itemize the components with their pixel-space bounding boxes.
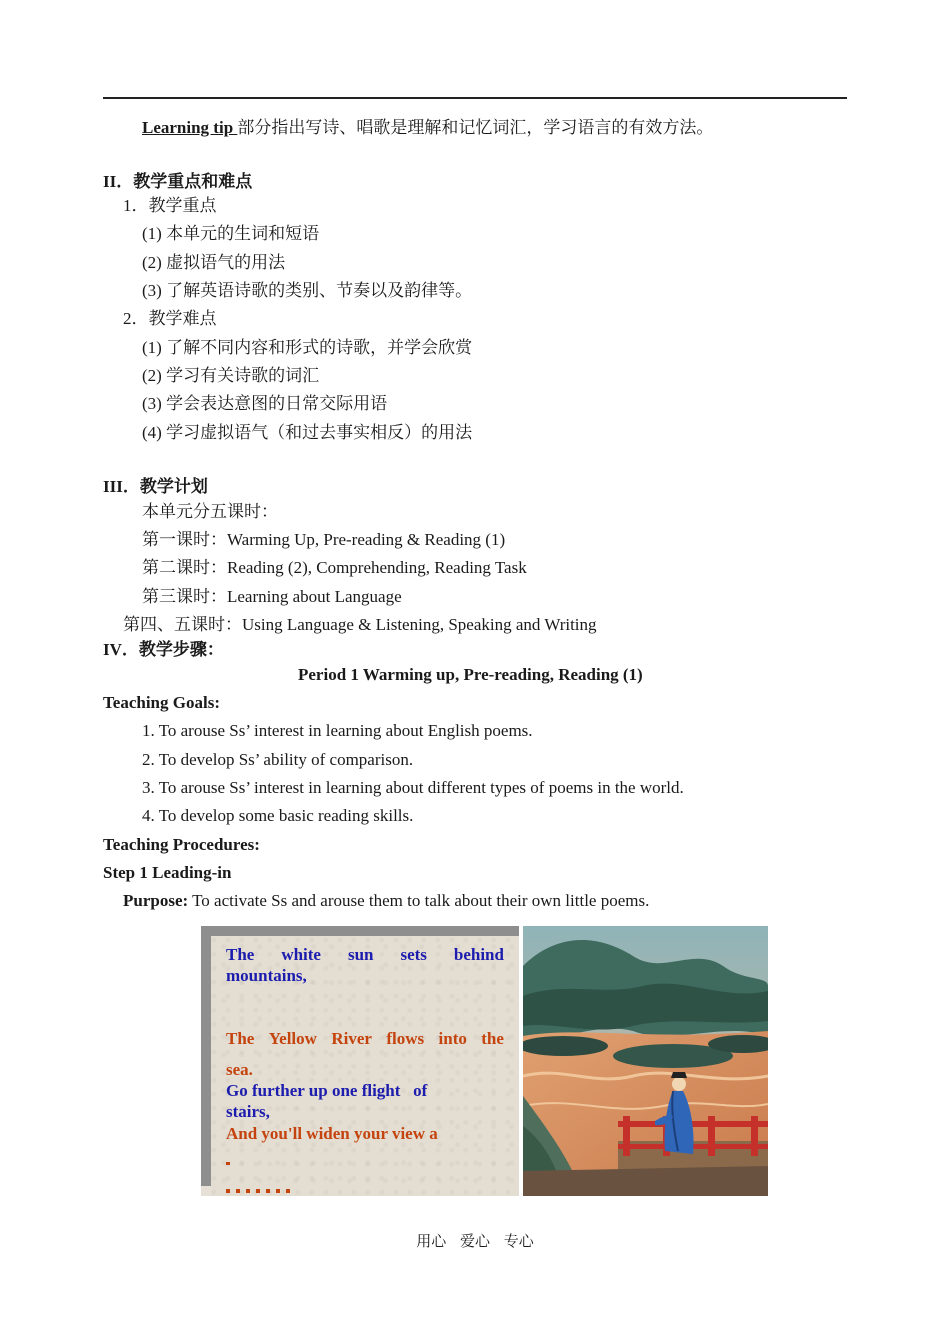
- section4-heading: IV．教学步骤：: [103, 640, 224, 659]
- goal-item: 1. To arouse Ss’ interest in learning about English poems.: [142, 721, 533, 740]
- poem-word: The: [226, 1029, 255, 1048]
- plan-line: 第一课时：Warming Up, Pre-reading & Reading (1): [142, 530, 506, 549]
- key-point-item: (1) 本单元的生词和短语: [142, 224, 320, 243]
- poem-slide-shadow: [201, 926, 211, 1186]
- difficulty-item: (4) 学习虚拟语气（和过去事实相反）的用法: [142, 423, 473, 442]
- poem-word: sun: [347, 945, 374, 964]
- purpose-label: Purpose:: [123, 891, 189, 910]
- period-title: Period 1 Warming up, Pre-reading, Reading (1): [298, 665, 643, 684]
- poem-word: white: [281, 945, 321, 964]
- section3-heading: III．教学计划: [103, 477, 208, 496]
- key-points-heading: 1．教学重点: [123, 196, 217, 215]
- plan-line: 本单元分五课时：: [142, 502, 278, 521]
- poem-line-3-end: stairs,: [226, 1102, 270, 1121]
- learning-tip-line: [142, 117, 713, 139]
- difficulties-heading: 2．教学难点: [123, 309, 217, 328]
- difficulty-item: (1) 了解不同内容和形式的诗歌，并学会欣赏: [142, 338, 473, 357]
- plan-line: 第二课时：Reading (2), Comprehending, Reading Task: [142, 558, 527, 577]
- header-rule: [103, 97, 847, 99]
- poem-word: Yellow: [268, 1029, 317, 1048]
- poet-painting-image: [523, 926, 768, 1196]
- purpose-text: To activate Ss and arouse them to talk about their own little poems.: [188, 891, 650, 910]
- section2-heading: II．教学重点和难点: [103, 172, 253, 191]
- poem-line-4: And you'll widen your view a: [226, 1124, 438, 1143]
- teaching-goals-heading: Teaching Goals:: [103, 693, 220, 712]
- poem-line-3: Go further up one flight of: [226, 1081, 428, 1100]
- teaching-procedures-heading: Teaching Procedures:: [103, 835, 260, 854]
- goal-item: 3. To arouse Ss’ interest in learning about different types of poems in the world.: [142, 778, 684, 797]
- learning-tip-text: 部分指出写诗、唱歌是理解和记忆词汇，学习语言的有效方法。: [237, 118, 714, 137]
- poem-word: sets: [400, 945, 427, 964]
- poem-line-1: [226, 944, 504, 965]
- goal-item: 2. To develop Ss’ ability of comparison.: [142, 750, 414, 769]
- poem-line-1-end: mountains,: [226, 966, 307, 985]
- poem-line-2: [226, 1028, 504, 1049]
- purpose-line: [123, 890, 649, 912]
- poem-slide-shadow: [201, 926, 519, 936]
- poem-slide-body: [211, 936, 519, 1196]
- goal-item: 4. To develop some basic reading skills.: [142, 806, 414, 825]
- learning-tip-label: Learning tip: [142, 118, 238, 137]
- plan-line-last: 第四、五课时：Using Language & Listening, Speaking and Writing: [123, 615, 597, 634]
- poem-cut-fragment: [226, 1162, 230, 1165]
- difficulty-item: (2) 学习有关诗歌的词汇: [142, 366, 320, 385]
- step1-heading: Step 1 Leading-in: [103, 863, 232, 882]
- poem-line-2-end: sea.: [226, 1060, 253, 1079]
- key-point-item: (3) 了解英语诗歌的类别、节奏以及韵律等。: [142, 281, 473, 300]
- poem-word: The: [226, 945, 255, 964]
- poem-word: River: [331, 1029, 372, 1048]
- difficulty-item: (3) 学会表达意图的日常交际用语: [142, 394, 388, 413]
- page-footer: 用心 爱心 专心: [416, 1234, 534, 1250]
- poem-word: flows: [386, 1029, 425, 1048]
- key-point-item: (2) 虚拟语气的用法: [142, 253, 286, 272]
- poem-word: into: [438, 1029, 467, 1048]
- plan-line: 第三课时：Learning about Language: [142, 587, 402, 606]
- poem-word: behind: [453, 945, 504, 964]
- poem-cut-fragment: [226, 1189, 296, 1193]
- poem-word: the: [481, 1029, 504, 1048]
